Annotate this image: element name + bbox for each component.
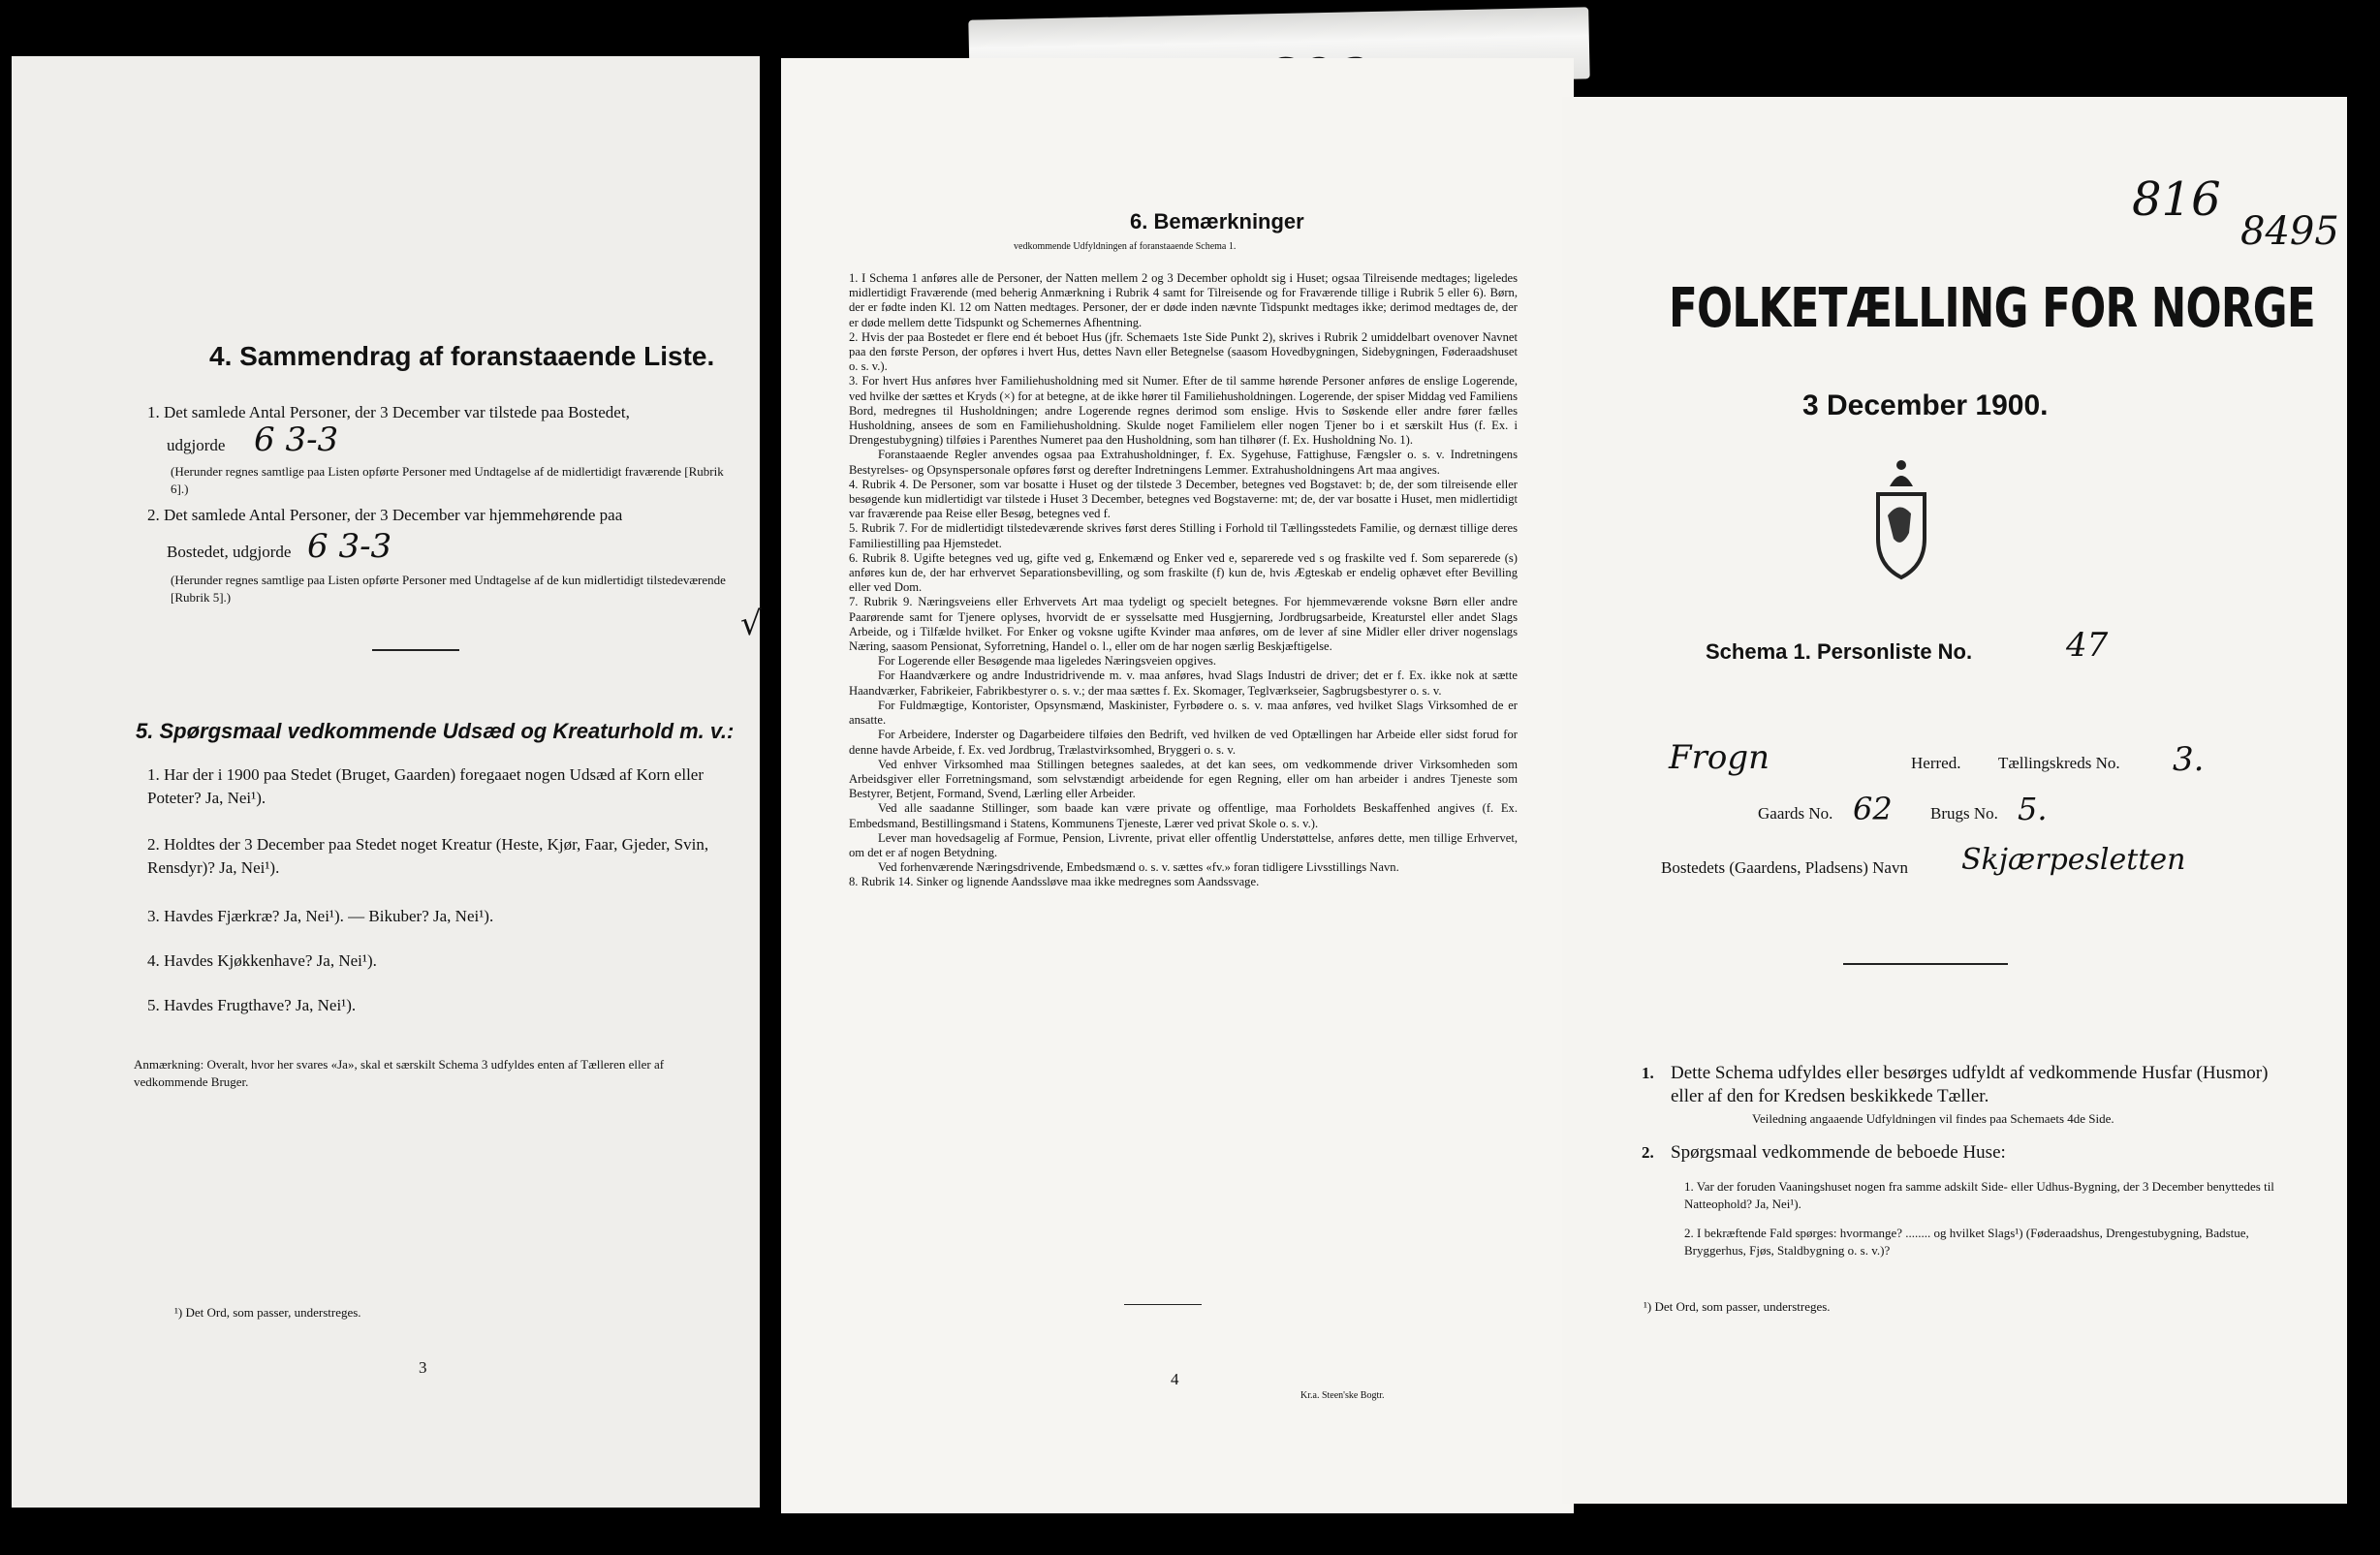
remark-7d: For Fuldmægtige, Kontorister, Opsynsmænd, Maskinister, Fyrbødere o. s. v. maa anføres, ved hvilket Slags Virksomhed de er ansatte. [849, 698, 1518, 728]
page-1 [1562, 97, 2347, 1504]
house-question-1: 1. Var der foruden Vaaningshuset nogen fra samme adskilt Side- eller Udhus-Bygning, der 3 December benyttedes til Natteophold? Ja, Nei¹). [1684, 1179, 2274, 1211]
remark-7i: Ved forhenværende Næringsdrivende, Embedsmænd o. s. v. sættes «fv.» foran tidligere Livsstillings Navn. [878, 860, 1399, 875]
main-title: FOLKETÆLLING FOR NORGE [1669, 277, 2315, 340]
remark-4: 4. Rubrik 4. De Personer, som var bosatte i Huset og der tilstede 3 December, betegnes ved Bogstavet: b; de, der som tilreisende eller besøgende kun midlertidigt var tilstede i Huset 3 December, betegnes ved Bogstaverne: mt; de, der var bosatte i Huset, men midlertidigt var fraværende paa Reise eller Besøg, betegnes ved f. [849, 477, 1518, 521]
remark-7b: For Logerende eller Besøgende maa ligeledes Næringsveien opgives. [878, 654, 1217, 669]
s5-q4: 4. Havdes Kjøkkenhave? Ja, Nei¹). [147, 951, 377, 970]
remark-7f: Ved enhver Virksomhed maa Stillingen betegnes saaledes, at det kan sees, om vedkommende driver Virksomheden som Arbeidsgiver eller Forretningsmand, som selvstændigt arbeidende for egen Regning, eller om han arbeider i andres Tjeneste som Bestyrer, Betjent, Formand, Svend, Lærling eller Arbeider. [849, 757, 1518, 801]
q2-text: 2. Det samlede Antal Personer, der 3 December var hjemmehørende paa [147, 506, 623, 524]
remark-7: 7. Rubrik 9. Næringsveiens eller Erhvervets Art maa tydeligt og specielt betegnes. For hjemmeværende voksne Børn eller andre Paarørende samt for Tjenere oplyses, hvorvidt de er sysselsatte med Husgjerning, Jordbrugsarbeide, Kreaturstel eller andet Slags Arbeide, og i Tilfælde hvilket. For Enker og voksne ugifte Kvinder maa anføres, om de lever af sine Midler eller driver nogenslags Næring, saasom Pensionat, Syforretning, Handel o. l., eller om de har nogen særlig Beskjæftigelse. [849, 595, 1518, 654]
s5-q2: 2. Holdtes der 3 December paa Stedet noget Kreatur (Heste, Kjør, Faar, Gjeder, Svin, Rensdyr)? Ja, Nei¹). [147, 835, 709, 877]
gaards-value: 62 [1853, 791, 1893, 827]
page-4 [781, 58, 1574, 1513]
divider [372, 649, 459, 651]
section4-title: 4. Sammendrag af foranstaaende Liste. [209, 341, 715, 371]
remarks-subtitle: vedkommende Udfyldningen af foranstaaende Schema 1. [1014, 241, 1237, 252]
remarks-title: 6. Bemærkninger [1130, 209, 1304, 233]
schema-label: Schema 1. Personliste No. [1706, 639, 1973, 664]
item1-note: Veiledning angaaende Udfyldningen vil findes paa Schemaets 4de Side. [1752, 1111, 2114, 1126]
krets-value: 3. [2173, 740, 2205, 779]
schema-value: 47 [2066, 626, 2109, 665]
q2-note: (Herunder regnes samtlige paa Listen opførte Personer med Undtagelse af de kun midlertidigt tilstedeværende [Rubrik 5].) [171, 573, 726, 605]
remark-7c: For Haandværkere og andre Industridrivende m. v. maa anføres, hvad Slags Industri de driver; det er f. Ex. ikke nok at sætte Haandværker, Fabrikeier, Fabrikbestyrer o. s. v.; der maa sættes f. Ex. Skomager, Teglværkseier, Sagbrugsbestyrer o. s. v. [849, 669, 1518, 698]
remark-3b: Foranstaaende Regler anvendes ogsaa paa Extrahusholdninger, f. Ex. Sygehuse, Fattighuse, Fængsler o. s. v. Indretningens Bestyrelses- og Opsynspersonale opføres først og derefter Indretningens Lemmer. Extrahusholdningens Art maa angives. [849, 448, 1518, 477]
remark-8: 8. Rubrik 14. Sinker og lignende Aandssløve maa ikke medregnes som Aandssvage. [849, 875, 1260, 889]
q2-value: 6 3-3 [307, 527, 392, 566]
anmaerkning: Anmærkning: Overalt, hvor her svares «Ja», skal et særskilt Schema 3 udfyldes enten af Tælleren eller af vedkommende Bruger. [134, 1057, 665, 1089]
herred-value: Frogn [1669, 738, 1769, 777]
q1-udgjorde-label: udgjorde [167, 436, 226, 454]
footnote: ¹) Det Ord, som passer, understreges. [174, 1305, 361, 1320]
brugs-label: Brugs No. [1930, 804, 1998, 823]
item2-text: Spørgsmaal vedkommende de beboede Huse: [1671, 1142, 2006, 1163]
remarks-body [849, 271, 1518, 890]
item1-number: 1. [1642, 1064, 1654, 1082]
divider [1124, 1304, 1202, 1305]
bosted-label: Bostedets (Gaardens, Pladsens) Navn [1661, 858, 1908, 877]
remark-6: 6. Rubrik 8. Ugifte betegnes ved ug, gifte ved g, Enkemænd og Enker ved e, separerede ved s og fraskilte ved f. Som separerede (s) anføres kun de, der har erhvervet Separationsbevilling, og som fraskilte (f) kun de, hvis Ægteskab er endelig ophævet efter Bevilling eller ved Dom. [849, 550, 1518, 595]
remark-2: 2. Hvis der paa Bostedet er flere end ét beboet Hus (jfr. Schemaets 1ste Side Punkt 2), skrives i Rubrik 2 umiddelbart ovenover Navnet paa den første Person, der opføres i hvert Hus, dettes Navn eller Betegnelse (saasom Hovedbygningen, Sidebygningen, Føderaadshuset o. s. v.). [849, 329, 1518, 374]
gaards-label: Gaards No. [1758, 804, 1833, 823]
footnote: ¹) Det Ord, som passer, understreges. [1644, 1299, 1831, 1314]
s5-q1: 1. Har der i 1900 paa Stedet (Bruget, Gaarden) foregaaet nogen Udsæd af Korn eller Poteter? Ja, Nei¹). [147, 765, 705, 807]
remark-7e: For Arbeidere, Inderster og Dagarbeidere tilføies den Bedrift, ved hvilken de ved Optællingen har Arbeide eller sidst forud for denne havde Arbeide, f. Ex. ved Jordbrug, Trælastvirksomhed, Bryggeri o. s. v. [849, 728, 1518, 757]
divider [1843, 963, 2008, 965]
remark-7h: Lever man hovedsagelig af Formue, Pension, Livrente, privat eller offentlig Understøttelse, anføres dette, men tillige Erhvervet, om det er af nogen Betydning. [849, 830, 1518, 859]
q1-note: (Herunder regnes samtlige paa Listen opførte Personer med Undtagelse af de midlertidigt fraværende [Rubrik 6].) [171, 464, 724, 496]
item1-text: Dette Schema udfyldes eller besørges udfyldt af vedkommende Husfar (Husmor) eller af den for Kredsen beskikkede Tæller. [1671, 1063, 2269, 1106]
page-number: 4 [1171, 1370, 1179, 1388]
handwritten-number-2: 8495 [2240, 209, 2339, 254]
page-3 [12, 56, 760, 1508]
remark-5: 5. Rubrik 7. For de midlertidigt tilstedeværende skrives først deres Stilling i Forhold til Tællingsstedets Familie, og dernæst tillige deres Familiestilling paa Hjemstedet. [849, 521, 1518, 550]
bosted-value: Skjærpesletten [1961, 843, 2186, 877]
printer-mark: Kr.a. Steen'ske Bogtr. [1300, 1390, 1385, 1401]
remark-1: 1. I Schema 1 anføres alle de Personer, der Natten mellem 2 og 3 December opholdt sig i Huset; ogsaa Tilreisende medtages; ligeledes midlertidigt Fraværende (med beherig Anmærkning i Rubrik 4 samt for Tilreisende og for Fraværende tillige i Rubrik 5 eller 6). Børn, der er fødte inden Kl. 12 om Natten medtages. Personer, der er døde inden nævnte Tidspunkt medtages ikke; derimod medtages de, der er døde mellem dette Tidspunkt og Schemernes Afhentning. [849, 271, 1518, 329]
krets-label: Tællingskreds No. [1998, 754, 2120, 772]
s5-q5: 5. Havdes Frugthave? Ja, Nei¹). [147, 996, 357, 1014]
margin-check-mark: √ [740, 605, 762, 643]
remark-7g: Ved alle saadanne Stillinger, som baade kan være private og offentlige, maa Forholdets Beskaffenhed angives (f. Ex. Embedsmand, Bestillingsmand i Statens, Kommunens Tjeneste, Lærer ved privat Skole o. s. v.). [849, 801, 1518, 830]
herred-label: Herred. [1911, 754, 1961, 772]
remark-3: 3. For hvert Hus anføres hver Familiehusholdning med sit Numer. Efter de til samme hørende Personer anføres de enslige Logerende, ved hvilke der sættes et Kryds (×) for at betegne, at de ikke hører til Familiehusholdningen. Logerende, der spiser Middag ved Familiens Bord, medregnes til Husholdningen; andre Logerende regnes derimod som enslige. Hvis to Søskende eller andre fører fælles Husholdning, ansees de som en Familiehusholdning. Skulde noget Familielem eller nogen Tjener bo i et særskilt Hus (f. Ex. i Drengestubygning) tilføies i Parenthes Numeret paa den Husholdning, som han tilhører (f. Ex. Husholdning No. 1). [849, 374, 1518, 448]
house-question-2: 2. I bekræftende Fald spørges: hvormange? ........ og hvilket Slags¹) (Føderaadshus, Drengestubygning, Badstue, Bryggerhus, Fjøs, Staldbygning o. s. v.)? [1684, 1226, 2249, 1258]
census-date: 3 December 1900. [1802, 389, 2049, 421]
q1-value: 6 3-3 [254, 420, 339, 459]
s5-q3: 3. Havdes Fjærkræ? Ja, Nei¹). — Bikuber? Ja, Nei¹). [147, 907, 494, 925]
page-number: 3 [419, 1358, 427, 1377]
handwritten-number-1: 816 [2132, 172, 2221, 227]
q1-text: 1. Det samlede Antal Personer, der 3 December var tilstede paa Bostedet, [147, 403, 630, 421]
section5-title: 5. Spørgsmaal vedkommende Udsæd og Kreaturhold m. v.: [136, 719, 735, 743]
coat-of-arms-icon [1872, 457, 1930, 588]
brugs-value: 5. [2018, 791, 2048, 827]
q2-bostedet-label: Bostedet, udgjorde [167, 543, 292, 561]
item2-number: 2. [1642, 1143, 1654, 1162]
